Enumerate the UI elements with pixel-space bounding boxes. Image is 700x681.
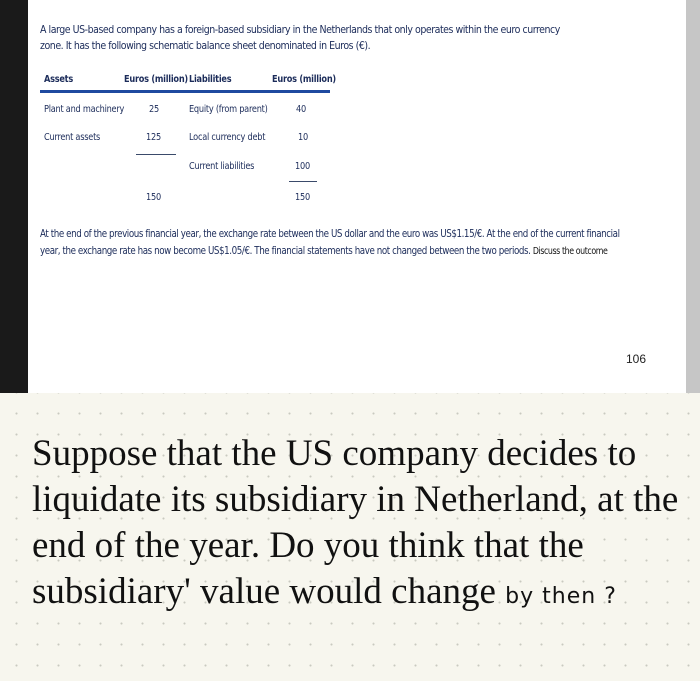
liability-value: 100 (295, 161, 310, 172)
handwritten-ending: by then ? (505, 584, 617, 609)
textbook-page (28, 0, 686, 393)
asset-value: 125 (146, 132, 161, 143)
liabilities-units-header: Euros (million) (272, 74, 336, 85)
intro-paragraph: A large US-based company has a foreign-based subsidiary in the Netherlands that only operates within the euro currency zone. It has the following schematic balance sheet denominated in Euros (€). (40, 23, 560, 52)
exchange-rate-paragraph (40, 226, 638, 260)
liability-subtotal-rule (289, 181, 317, 182)
assets-header: Assets (44, 74, 73, 85)
balance-sheet-table (42, 74, 342, 214)
question-note (0, 393, 700, 681)
liability-value: 40 (296, 104, 306, 115)
page-number: 106 (625, 352, 646, 366)
liability-label: Current liabilities (189, 161, 255, 172)
asset-label: Current assets (44, 132, 101, 143)
asset-label: Plant and machinery (44, 104, 125, 115)
typed-question: Suppose that the US company decides to liquidate its subsidiary in Netherland, at the end of the year. Do you think that the subsidiary' value would change (32, 433, 679, 612)
liability-total: 150 (295, 192, 310, 203)
liability-label: Local currency debt (189, 132, 266, 143)
liabilities-header: Liabilities (189, 74, 232, 85)
asset-subtotal-rule (136, 154, 176, 155)
liability-value: 10 (298, 132, 308, 143)
discuss-prompt: Discuss the outcome (532, 246, 608, 257)
paragraph-text: At the end of the previous financial year, the exchange rate between the US dollar and the euro was US$1.15/€. At the end of the current financial year, the exchange rate has now become US$1.05/€. The financial statements have not changed between the two periods. (40, 228, 620, 257)
question-text (32, 431, 692, 620)
table-header-rule (40, 90, 330, 93)
right-frame-edge (686, 0, 700, 393)
liability-label: Equity (from parent) (189, 104, 268, 115)
asset-value: 25 (149, 104, 159, 115)
asset-total: 150 (146, 192, 161, 203)
left-frame-edge (0, 0, 28, 393)
assets-units-header: Euros (million) (124, 74, 188, 85)
